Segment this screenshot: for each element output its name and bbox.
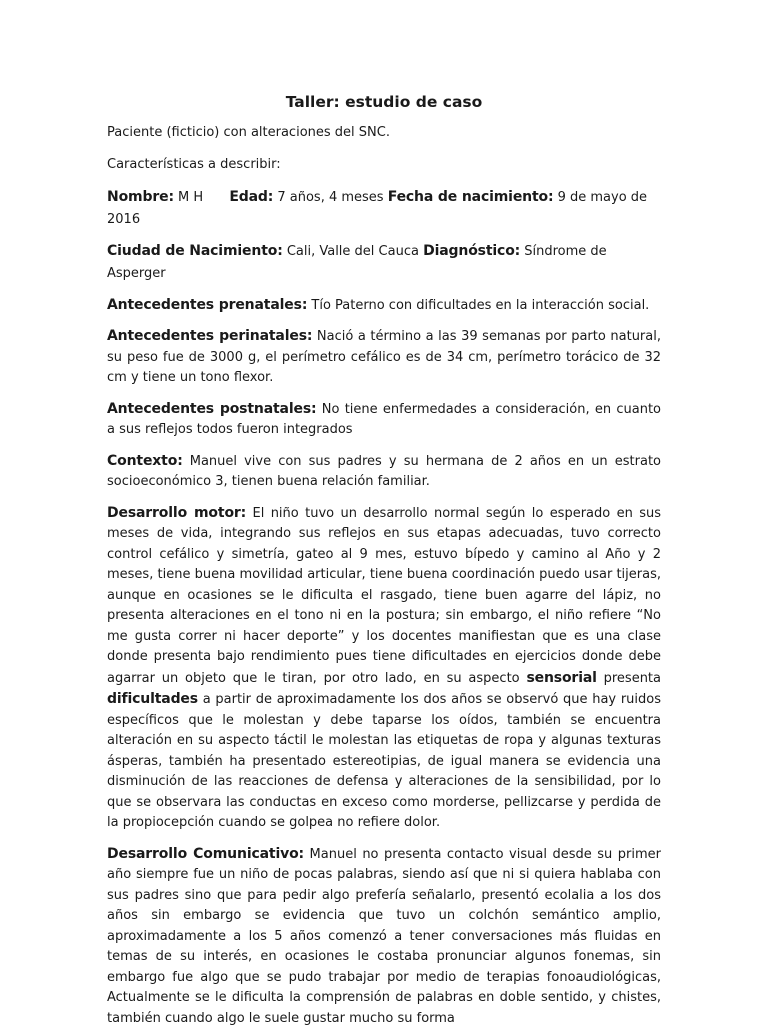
subtitle-line: Características a describir:	[107, 155, 661, 176]
postnatales-label: Antecedentes postnatales:	[107, 401, 317, 417]
perinatales-text: Nació a término a las 39 semanas por parto natural, su peso fue de 3000 g, el perímetro cefálico es de 34 cm, perímetro torácico de 32 cm y tiene un tono flexor.	[107, 329, 661, 385]
motor-paragraph	[107, 503, 661, 834]
contexto-paragraph	[107, 451, 661, 493]
ciudad-value: Cali, Valle del Cauca	[287, 244, 419, 259]
diagnostico-value: Síndrome de Asperger	[107, 244, 607, 281]
edad-label: Edad:	[229, 189, 273, 205]
nombre-label: Nombre:	[107, 189, 174, 205]
document-title: Taller: estudio de caso	[107, 91, 661, 113]
ciudad-label: Ciudad de Nacimiento:	[107, 243, 283, 259]
identity-row	[107, 186, 661, 231]
edad-value: 7 años, 4 meses	[277, 190, 383, 205]
prenatales-row	[107, 294, 661, 317]
fecha-nacimiento-label: Fecha de nacimiento:	[388, 189, 554, 205]
prenatales-value: Tío Paterno con dificultades en la interacción social.	[311, 298, 649, 313]
sensorial-label: sensorial	[526, 670, 596, 686]
comunicativo-paragraph	[107, 844, 661, 1029]
postnatales-text: No tiene enfermedades a consideración, en cuanto a sus reflejos todos fueron integrados	[107, 402, 661, 438]
motor-label: Desarrollo motor:	[107, 505, 246, 521]
contexto-text: Manuel vive con sus padres y su hermana de 2 años en un estrato socioeconómico 3, tienen buena relación familiar.	[107, 454, 661, 490]
motor-text-2: presenta	[604, 671, 661, 686]
contexto-label: Contexto:	[107, 453, 183, 469]
perinatales-paragraph	[107, 326, 661, 389]
diagnostico-label: Diagnóstico:	[423, 243, 520, 259]
nombre-value: M H	[178, 190, 203, 205]
birthplace-row	[107, 240, 661, 285]
comunicativo-text: Manuel no presenta contacto visual desde su primer año siempre fue un niño de pocas palabras, siendo así que ni si quiera hablaba con sus padres sino que para pedir algo prefería señalarlo, presentó ecolalia a los dos años sin embargo se evidencia que tuvo un colchón semántico amplio, aproximadamente a los 5 años comenzó a tener conversaciones más fluidas en temas de su interés, en ocasiones le costaba pronunciar algunos fonemas, sin embargo fue algo que se pudo trabajar por medio de terapias fonoaudiológicas, Actualmente se le dificulta la comprensión de palabras en doble sentido, y chistes, también cuando algo le suele gustar mucho su forma	[107, 847, 661, 1026]
fecha-nacimiento-value: 9 de mayo de 2016	[107, 190, 647, 227]
postnatales-paragraph	[107, 399, 661, 441]
motor-text-1: El niño tuvo un desarrollo normal según lo esperado en sus meses de vida, integrando sus reflejos en sus etapas adecuadas, tuvo correcto control cefálico y simetría, gateo al 9 mes, estuvo bípedo y camino al Año y 2 meses, tiene buena movilidad articular, tiene buena coordinación puedo usar tijeras, aunque en ocasiones se le dificulta el rasgado, tiene buen agarre del lápiz, no presenta alteraciones en el tono ni en la postura; sin embargo, el niño refiere “No me gusta correr ni hacer deporte” y los docentes manifiestan que es una clase donde presenta bajo rendimiento pues tiene dificultades en ejercicios donde debe agarrar un objeto que le tiran, por otro lado, en su aspecto	[107, 506, 661, 686]
dificultades-label: dificultades	[107, 691, 198, 707]
comunicativo-label: Desarrollo Comunicativo:	[107, 846, 304, 862]
perinatales-label: Antecedentes perinatales:	[107, 328, 312, 344]
intro-line: Paciente (ficticio) con alteraciones del SNC.	[107, 123, 661, 144]
motor-text-3: a partir de aproximadamente los dos años se observó que hay ruidos específicos que le molestan y debe taparse los oídos, también se encuentra alteración en su aspecto táctil le molestan las etiquetas de ropa y algunas texturas ásperas, también ha presentado estereotipias, de igual manera se evidencia una disminución de las reacciones de defensa y alteraciones de la sensibilidad, por lo que se observara las conductas en exceso como morderse, pellizcarse y perdida de la propiocepción cuando se golpea no refiere dolor.	[107, 692, 661, 830]
prenatales-label: Antecedentes prenatales:	[107, 297, 307, 313]
